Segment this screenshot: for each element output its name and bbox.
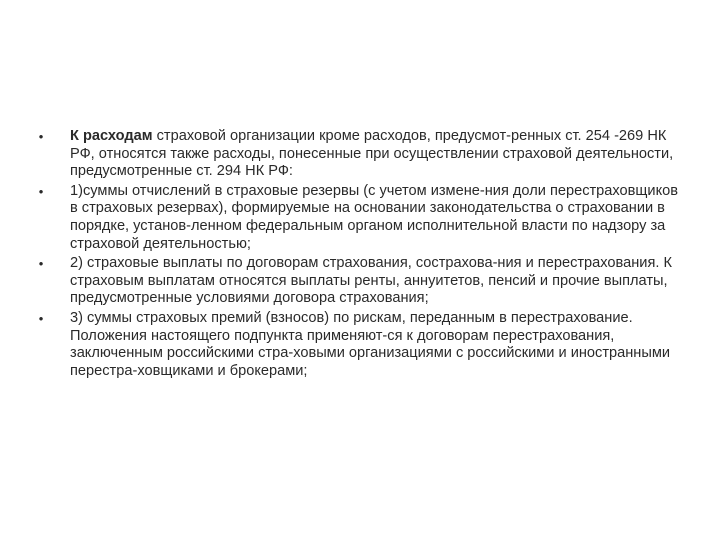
item-text: 3) суммы страховых премий (взносов) по рискам, переданным в перестрахование. Положения настоящего подпункта применяют-ся к договорам перестрахования, заключенным российскими стра-ховыми организациями с российскими и иностранными перестра-ховщиками и брокерами;	[70, 309, 671, 379]
bullet-icon: •	[38, 183, 44, 199]
item-text: 1)суммы отчислений в страховые резервы (с учетом измене-ния доли перестраховщиков в страховых резервах), формируемые на основании законодательства о страховании в порядке, установ-ленном федеральным органом исполнительной власти по надзору за страховой деятельностью;	[70, 182, 678, 252]
bullet-list	[36, 128, 686, 382]
item-text: 2) страховые выплаты по договорам страхования, сострахова-ния и перестрахования. К страховым выплатам относятся выплаты ренты, аннуитетов, пенсий и прочие выплаты, предусмотренные условиями договора страхования;	[70, 255, 672, 307]
lead-text: К расходам	[70, 128, 153, 144]
bullet-icon: •	[38, 129, 44, 144]
list-item	[36, 310, 686, 380]
list-item	[36, 255, 686, 308]
bullet-icon: •	[38, 256, 44, 272]
list-item	[36, 183, 686, 253]
item-text: страховой организации кроме расходов, предусмот-ренных ст. 254 -269 НК РФ, относятся также расходы, понесенные при осуществлении страховой деятельности, предусмотренные ст. 294 НК РФ:	[70, 128, 674, 180]
list-item	[36, 128, 686, 181]
bullet-icon: •	[38, 310, 44, 326]
